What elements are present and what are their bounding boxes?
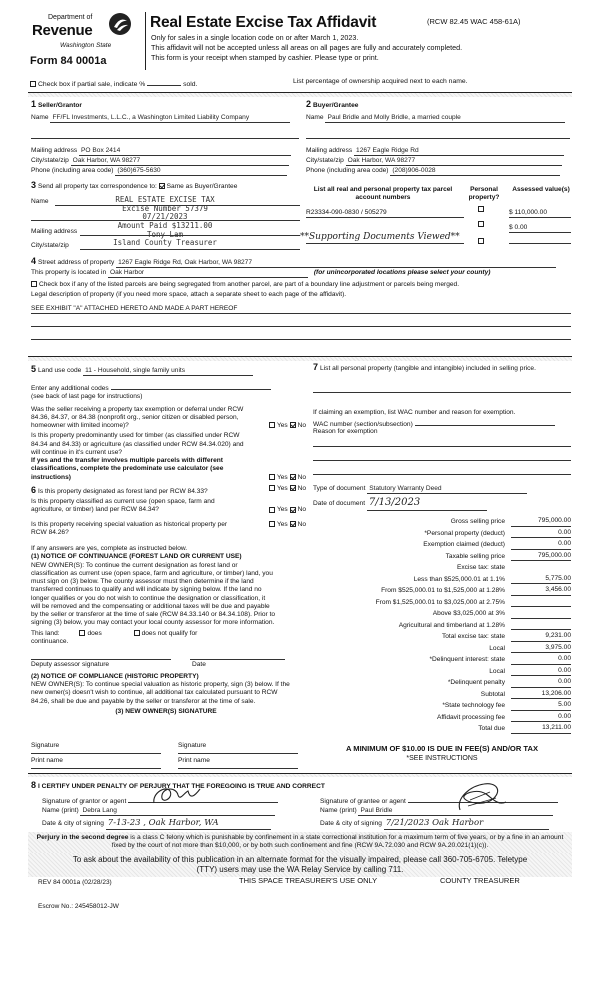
grantee-name[interactable]: Paul Bridle <box>358 807 553 816</box>
segregate-checkbox[interactable] <box>31 281 37 287</box>
treasurer-stamp: REAL ESTATE EXCISE TAX Excise Number 57379 07/21/2023 Amount Paid $13211.00 Tony Lam Island County Treasurer <box>113 195 217 248</box>
minimum-notice: A MINIMUM OF $10.00 IS DUE IN FEE(S) AND/OR TAX <box>345 744 539 753</box>
tax-row: From $1,525,000.01 to $3,025,000 at 2.75% <box>313 596 571 608</box>
partial-sale-label: Check box if partial sale, indicate % <box>38 81 146 88</box>
historic-no[interactable] <box>290 521 296 527</box>
dor-logo <box>30 12 142 52</box>
forest-yes[interactable] <box>269 485 275 491</box>
escrow-number: Escrow No.: 245458012-JW <box>38 903 119 910</box>
tax-row: *State technology fee 5.00 <box>442 701 571 710</box>
tax-row: Subtotal 13,206.00 <box>480 689 571 698</box>
tax-row: Agricultural and timberland at 1.28% <box>313 619 571 631</box>
forest-section: 6 Is this property designated as forest land per RCW 84.33? Yes No Is this property classified as current use (open space, farm and agriculture, or timber) land per RCW 84.34? Yes No Is this property receiving special valuation as historical property per RCW 84.26? Yes No If any answers are yes, complete as instructed below. (1) NOTICE OF CONTINUANCE (FOREST LAND OR CURRENT USE) NEW OWNER(S): To continue the current designation as forest land or classification as current use (open space, farm and agriculture, or timber) land, you must sign on (3) below. The county assessor must then determine if the land transferred continues to qualify and will indicate by signing below. If the land no longer qualifies or you do not wish to continue the designation or classification, it will be removed and the compensating or additional taxes will be due and payable by the seller or transferor at the time of sale (RCW 84.33.140 or 84.34.108). Prior to signing (3) below, you may contact your local county assessor for more information. This land: does does not qualify for continuance. <box>31 485 306 645</box>
treasurer-space: THIS SPACE TREASURER'S USE ONLY <box>239 876 378 885</box>
segregate-row: Check box if any of the listed parcels are being segregated from another parcel, are part of a boundary line adjustment or parcels being merged. <box>31 281 459 289</box>
buyer-mailing[interactable]: 1267 Eagle Ridge Rd <box>354 147 564 156</box>
alt-format-notice: To ask about the availability of this publication in an alternate format for the visually impaired, please call 360-705-6705. Teletype (TTY) users may use the WA Relay Service by calling 711. <box>28 853 572 877</box>
doc-date-row: Date of document 7/13/2023 <box>313 497 487 511</box>
dept-line1: Department of <box>48 14 93 21</box>
timber-yes[interactable] <box>269 474 275 480</box>
street-address-row: 4 Street address of property 1267 Eagle Ridge Rd, Oak Harbor, WA 98277 <box>31 256 556 268</box>
historic-notice: (2) NOTICE OF COMPLIANCE (HISTORIC PROPERTY) NEW OWNER(S): To continue special valuation as historic property, sign (3) below. If the new owner(s) doesn't wish to continue, all additional tax calculated pursuant to RCW 84.26, shall be due and payable by the seller or transferor at the time of sale. (3) NEW OWNER(S) SIGNATURE <box>31 673 290 715</box>
current-use-no[interactable] <box>290 507 296 513</box>
parcel-number[interactable]: R23334-090-0830 / 505279 <box>306 209 464 218</box>
assessed-header: Assessed value(s) <box>512 186 570 193</box>
personal-property-cb-2[interactable] <box>478 221 484 227</box>
current-use-yes[interactable] <box>269 507 275 513</box>
tax-row: *Delinquent penalty 0.00 <box>447 678 571 687</box>
seller-city[interactable]: Oak Harbor, WA 98277 <box>71 157 289 166</box>
rcw-ref: (RCW 82.45 WAC 458-61A) <box>427 17 521 26</box>
seller-name[interactable]: FF/FL Investments, L.L.C., a Washington Limited Liability Company <box>50 114 290 123</box>
legal-label: Legal description of property (if you need more space, attach a separate sheet to each page of the affidavit). <box>31 291 347 298</box>
tax-row: Local 0.00 <box>489 666 571 675</box>
see-instructions: *SEE INSTRUCTIONS <box>406 755 478 762</box>
header-note-3: This form is your receipt when stamped by cashier. Please type or print. <box>151 53 379 62</box>
grantee-signature-row: Signature of grantee or agent <box>320 795 558 806</box>
land-use-section: 5 Land use code 11 - Household, single family units Enter any additional codes (see back of last page for instructions) Was the seller receiving a property tax exemption or deferral under RCW 84.36, 84.37, or 84.38 (nonprofit org., senior citizen or disabled person, homeowner with limited income)? Yes No Is this property predominantly used for timber (as classified under RCW 84.34 and 84.33) or agriculture (as classified under RCW 84.34.020) and will continue in it's current use? If yes and the transfer involves multiple parcels with different classifications, complete the predominate use calculator (see instructions) Yes No <box>31 364 306 481</box>
legal-description[interactable]: SEE EXHIBIT "A" ATTACHED HERETO AND MADE A PART HEREOF <box>31 305 571 314</box>
seller-mailing[interactable]: PO Box 2414 <box>79 147 291 156</box>
partial-sale-checkbox[interactable] <box>30 81 36 87</box>
partial-sale-row <box>30 78 197 89</box>
buyer-name[interactable]: Paul Bridle and Molly Bridle, a married couple <box>325 114 565 123</box>
grantor-date-row: Date & city of signing 7-13-23 , Oak Harbor, WA <box>42 818 271 830</box>
grantor-signature <box>150 783 206 807</box>
state-label: Washington State <box>60 42 112 49</box>
dor-emblem-icon <box>108 12 132 36</box>
land-does-not-checkbox[interactable] <box>134 630 140 636</box>
personal-header: Personal property? <box>468 186 500 202</box>
doc-date[interactable]: 7/13/2023 <box>367 497 487 511</box>
tax-row: Total due 13,211.00 <box>478 724 571 733</box>
exemption-no[interactable] <box>290 422 296 428</box>
tax-row: Exemption claimed (deduct) 0.00 <box>423 540 571 549</box>
property-location[interactable]: Oak Harbor <box>108 269 308 278</box>
buyer-phone[interactable]: (208)906-0028 <box>390 167 560 176</box>
doc-type-row: Type of document Statutory Warranty Deed <box>313 485 527 494</box>
grantor-name[interactable]: Debra Lang <box>80 807 275 816</box>
grantee-date-row: Date & city of signing 7/21/2023 Oak Harbor <box>320 818 549 830</box>
form-title: Real Estate Excise Tax Affidavit <box>150 14 377 31</box>
assessed-value-2[interactable]: $ 0.00 <box>509 224 571 233</box>
form-number: Form 84 0001a <box>30 55 107 67</box>
same-as-buyer-checkbox[interactable] <box>159 183 165 189</box>
header-note-1: Only for sales in a single location code on or after March 1, 2023. <box>151 33 359 42</box>
ownership-note: List percentage of ownership acquired next to each name. <box>293 78 468 85</box>
header-note-2: This affidavit will not be accepted unless all areas on all pages are fully and accurately completed. <box>151 43 463 52</box>
exemption-yes[interactable] <box>269 422 275 428</box>
tax-row: *Personal property (deduct) 0.00 <box>424 528 571 537</box>
timber-no[interactable] <box>290 474 296 480</box>
tax-table <box>313 515 571 734</box>
seller-section: 1 Seller/Grantor Name FF/FL Investments, L.L.C., a Washington Limited Liability Company Mailing address PO Box 2414 City/state/zip Oak Harbor, WA 98277 Phone (including area code) (360)675-5630 <box>31 99 301 176</box>
personal-property-cb-3[interactable] <box>478 238 484 244</box>
buyer-section: 2 Buyer/Grantee Name Paul Bridle and Molly Bridle, a married couple Mailing address 1267 Eagle Ridge Rd City/state/zip Oak Harbor, WA 98277 Phone (including area code) (208)906-0028 <box>306 99 571 176</box>
tax-row: Local 3,975.00 <box>489 643 571 652</box>
tax-row: Gross selling price 795,000.00 <box>450 517 571 526</box>
grantor-date[interactable]: 7-13-23 , Oak Harbor, WA <box>106 818 271 830</box>
tax-row: Total excise tax: state 9,231.00 <box>441 632 571 641</box>
correspondence-row: 3 Send all property tax correspondence to: Same as Buyer/Grantee <box>31 180 238 190</box>
wac-number[interactable] <box>415 418 555 426</box>
tax-row: Less than $525,000.01 at 1.1% 5,775.00 <box>413 574 571 583</box>
land-does-checkbox[interactable] <box>79 630 85 636</box>
personal-property-cb-1[interactable] <box>478 206 484 212</box>
forest-no[interactable] <box>290 485 296 491</box>
grantee-name-row: Name (print) Paul Bridle <box>320 807 553 816</box>
seller-phone[interactable]: (360)675-5630 <box>115 167 287 176</box>
personal-property-section: 7 List all personal property (tangible and intangible) included in selling price. <box>313 362 536 372</box>
tax-row: Above $3,025,000 at 3% <box>313 607 571 619</box>
perjury-notice: Perjury in the second degree is a class C felony which is punishable by confinement in a state correctional institution for a maximum term of five years, or by a fine in an amount fixed by the court of not more than $10,000, or by both such confinement and fine (RCW 9A.72.030 and RCW 9A.20.021(1)(c)). <box>28 832 572 853</box>
dept-line2: Revenue <box>32 22 93 39</box>
tax-row: Taxable selling price 795,000.00 <box>445 551 571 560</box>
certify-line: 8 I CERTIFY UNDER PENALTY OF PERJURY THAT THE FOREGOING IS TRUE AND CORRECT <box>31 780 325 790</box>
county-treasurer: COUNTY TREASURER <box>440 876 520 885</box>
street-address[interactable]: 1267 Eagle Ridge Rd, Oak Harbor, WA 98277 <box>116 259 556 268</box>
buyer-heading: Buyer/Grantee <box>313 102 359 109</box>
tax-row: From $525,000.01 to $1,525,000 at 1.28% 3,456.00 <box>381 586 571 595</box>
historic-yes[interactable] <box>269 521 275 527</box>
tax-row: Excise tax: state <box>456 564 505 572</box>
seller-heading: Seller/Grantor <box>38 102 82 109</box>
supporting-docs-stamp: **Supporting Documents Viewed** <box>300 232 460 242</box>
tax-row: *Delinquent interest: state 0.00 <box>429 655 571 664</box>
grantor-name-row: Name (print) Debra Lang <box>42 807 275 816</box>
buyer-city[interactable]: Oak Harbor, WA 98277 <box>346 157 562 166</box>
grantor-signature-row: Signature of grantor or agent <box>42 795 278 806</box>
partial-sale-sold: sold. <box>183 81 198 88</box>
location-row: This property is located in Oak Harbor (for unincorporated locations please select your county) <box>31 269 490 278</box>
revision: REV 84 0001a (02/28/23) <box>38 879 112 886</box>
grantee-date[interactable]: 7/21/2023 Oak Harbor <box>384 818 549 830</box>
assessed-value-1[interactable]: $ 110,000.00 <box>509 209 571 218</box>
parcel-header: List all real and personal property tax parcel account numbers <box>313 186 453 202</box>
doc-type[interactable]: Statutory Warranty Deed <box>367 485 527 494</box>
land-use-code[interactable]: 11 - Household, single family units <box>83 367 253 376</box>
tax-row: Affidavit processing fee 0.00 <box>436 712 571 721</box>
